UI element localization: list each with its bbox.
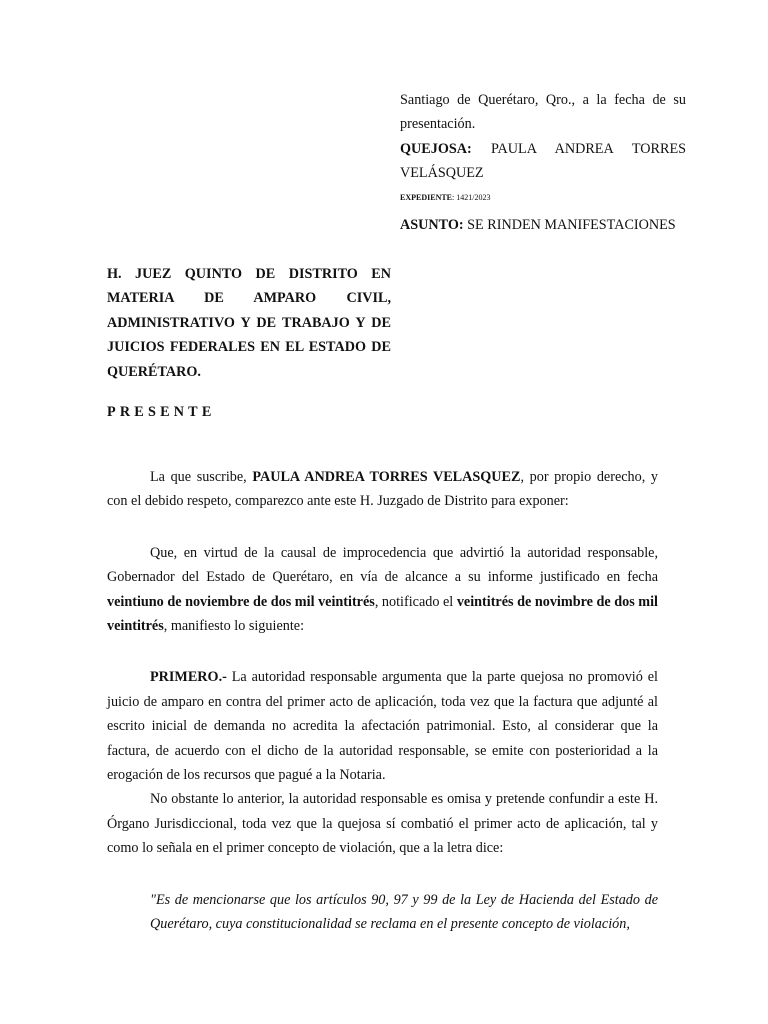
place-date-line: Santiago de Querétaro, Qro., a la fecha de su [400,92,686,108]
quejosa-name-line-2: VELÁSQUEZ [400,165,484,182]
bold-date: veintitrés de novimbre de dos mil veintitrés [107,593,658,635]
asunto-label: ASUNTO: [400,216,464,233]
quejosa-line [400,137,686,161]
addressee-line: QUERÉTARO. [107,363,201,380]
quejosa-name: PAULA ANDREA TORRES [490,140,687,157]
quoted-text: "Es de mencionarse que los artículos 90, 97 y 99 de la Ley de Hacienda del Estado de Querétaro, cuya constitucionalidad se reclama en el presente concepto de violación, [150,891,658,933]
asunto-line [400,213,686,237]
addressee-line: ADMINISTRATIVO Y DE TRABAJO Y DE [107,314,391,331]
paragraph-primero [107,665,658,787]
text-run: Que, en virtud de la causal de improcedencia que advirtió la autoridad responsable, Gobernador del Estado de Querétaro, en vía de alcance a su informe justificado en fecha [107,544,658,586]
text-run: , notificado el [374,593,457,610]
paragraph-no-obstante: No obstante lo anterior, la autoridad responsable es omisa y pretende confundir a este H. Órgano Jurisdiccional, toda vez que la quejosa sí combatió el primer acto de aplicación, tal y como lo señala en el primer concepto de violación, que a la letra dice: [107,791,658,857]
expediente-line [400,191,686,205]
primero-label: PRIMERO.- [150,669,227,686]
text-run: , manifiesto lo siguiente: [163,618,305,635]
document-body [107,465,658,937]
paragraph-causal [107,541,658,639]
place-date-line-2: presentación. [400,116,476,133]
document-header [400,88,686,237]
text-run: La que suscribe, [150,469,253,485]
expediente-number: : 1421/2023 [452,192,491,202]
presente-heading: PRESENTE [107,404,216,420]
text-run: La autoridad responsable argumenta que la parte quejosa no promovió el juicio de amparo en contra del primer acto de aplicación, toda vez que la factura que adjunté al escrito inicial de demanda no acredita la afectación patrimonial. Esto, al considerar que la factura, de acuerdo con el dicho de la autoridad responsable, se emite con posterioridad a la erogación de los recursos que pagué a la Notaria. [107,669,658,784]
quejosa-label: QUEJOSA: [400,140,472,157]
bold-date: veintiuno de noviembre de dos mil veintitrés [107,593,375,610]
addressee-line: JUICIOS FEDERALES EN EL ESTADO DE [107,339,391,356]
bold-name: PAULA ANDREA TORRES VELASQUEZ [252,469,521,485]
addressee-line: MATERIA DE AMPARO CIVIL, [107,290,391,307]
paragraph-intro [107,465,658,514]
expediente-label: EXPEDIENTE [400,192,453,202]
addressee-line: H. JUEZ QUINTO DE DISTRITO EN [107,266,391,282]
text-run: , por propio derecho, y con el debido respeto, comparezco ante este H. Juzgado de Distrito para exponer: [107,469,658,510]
addressee-block [107,262,391,384]
asunto-value: SE RINDEN MANIFESTACIONES [463,216,676,233]
